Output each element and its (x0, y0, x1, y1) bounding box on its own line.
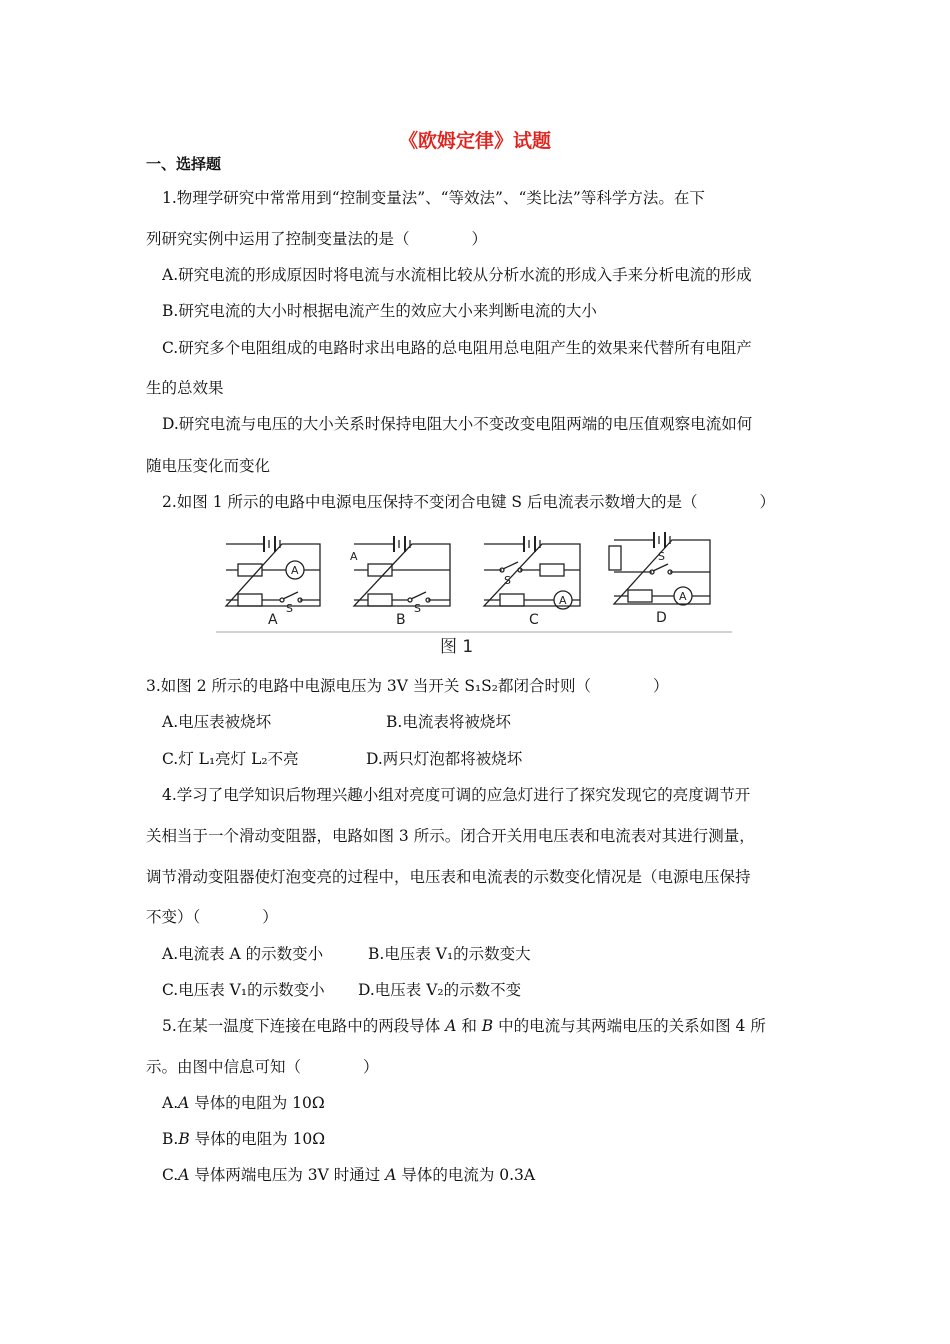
circuit-d (609, 532, 710, 605)
q4-option-c: C.电压表 V₁的示数变小 (162, 981, 325, 999)
circuit-b (354, 536, 450, 606)
q4-stem-line2: 关相当于一个滑动变阻器，电路如图 3 所示。闭合开关用电压表和电流表对其进行测量， (146, 827, 755, 845)
switch-a-label: S (286, 602, 293, 615)
switch-c-label: S (504, 574, 511, 587)
q5-option-a: A.A 导体的电阻为 10Ω (162, 1094, 325, 1112)
q3-option-b: B.电流表将被烧坏 (386, 713, 511, 731)
q1-option-d-line2: 随电压变化而变化 (146, 457, 271, 475)
q3-option-c: C.灯 L₁亮灯 L₂不亮 (162, 750, 299, 768)
q2-stem: 2.如图 1 所示的电路中电源电压保持不变闭合电键 S 后电流表示数增大的是（ ） (162, 493, 775, 511)
q1-option-b: B.研究电流的大小时根据电流产生的效应大小来判断电流的大小 (162, 302, 597, 320)
q1-option-c-line1: C.研究多个电阻组成的电路时求出电路的总电阻用总电阻产生的效果来代替所有电阻产 (162, 339, 752, 357)
q4-stem-line4: 不变）（ ） (146, 908, 278, 926)
q5-stem-line2: 示。由图中信息可知（ ） (146, 1058, 379, 1076)
section-title: 一、选择题 (146, 155, 222, 173)
q1-stem-line2: 列研究实例中运用了控制变量法的是（ ） (146, 230, 488, 248)
circuit-c-label: C (529, 612, 539, 628)
ammeter-a-label: A (291, 564, 299, 577)
circuit-d-label: D (656, 610, 667, 626)
q1-option-d-line1: D.研究电流与电压的大小关系时保持电阻大小不变改变电阻两端的电压值观察电流如何 (162, 415, 753, 433)
circuit-a-label: A (268, 612, 278, 628)
q4-stem-line1: 4.学习了电学知识后物理兴趣小组对亮度可调的应急灯进行了探究发现它的亮度调节开 (162, 786, 751, 804)
q3-stem: 3.如图 2 所示的电路中电源电压为 3V 当开关 S₁S₂都闭合时则（ ） (146, 677, 669, 695)
q5-option-b: B.B 导体的电阻为 10Ω (162, 1130, 326, 1148)
circuit-a (226, 536, 320, 606)
figure-1-circuits (216, 528, 736, 660)
q3-option-d: D.两只灯泡都将被烧坏 (366, 750, 523, 768)
ammeter-b-label: A (350, 550, 358, 563)
page-title: 《欧姆定律》试题 (398, 130, 551, 152)
figure-1-caption: 图 1 (440, 637, 474, 657)
circuit-b-label: B (396, 612, 406, 628)
q4-stem-line3: 调节滑动变阻器使灯泡变亮的过程中，电压表和电流表的示数变化情况是（电源电压保持 (146, 868, 751, 886)
ammeter-c-label: A (559, 594, 567, 607)
q3-option-a: A.电压表被烧坏 (162, 713, 272, 731)
q4-option-d: D.电压表 V₂的示数不变 (358, 981, 522, 999)
ammeter-d-label: A (679, 590, 687, 603)
q4-option-b: B.电压表 V₁的示数变大 (368, 945, 531, 963)
q1-option-c-line2: 生的总效果 (146, 379, 224, 397)
switch-d-label: S (658, 550, 665, 563)
q1-option-a: A.研究电流的形成原因时将电流与水流相比较从分析水流的形成入手来分析电流的形成 (162, 266, 752, 284)
switch-b-label: S (414, 602, 421, 615)
q5-option-c: C.A 导体两端电压为 3V 时通过 A 导体的电流为 0.3A (162, 1166, 536, 1184)
q1-stem-line1: 1.物理学研究中常常用到“控制变量法”、“等效法”、“类比法”等科学方法。在下 (162, 189, 705, 207)
q5-stem-line1: 5.在某一温度下连接在电路中的两段导体 A 和 B 中的电流与其两端电压的关系如图 4 所 (162, 1017, 766, 1035)
q4-option-a: A.电流表 A 的示数变小 (162, 945, 324, 963)
